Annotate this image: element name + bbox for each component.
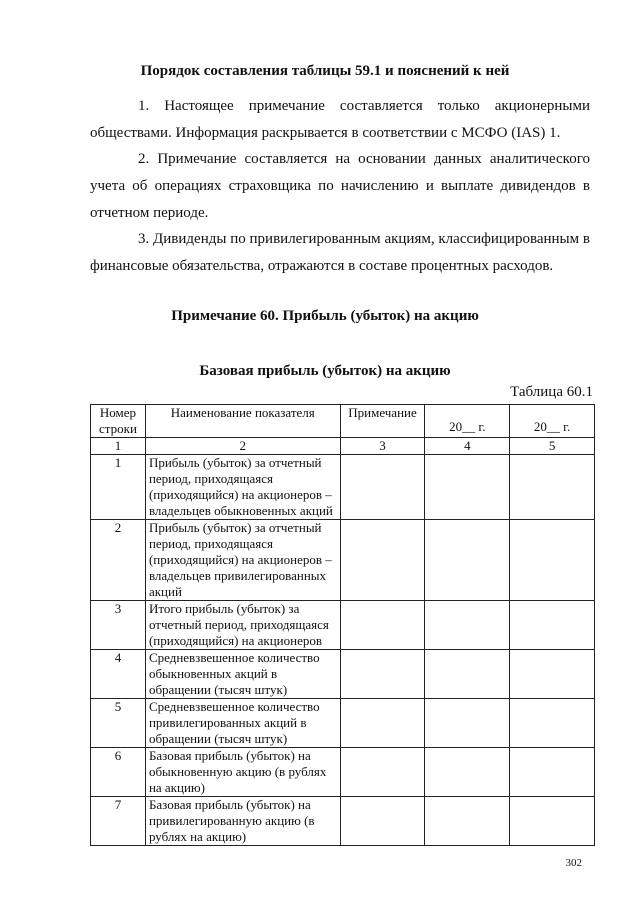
row-name: Средневзвешенное количество привилегированных акций в обращении (тысяч штук) — [145, 699, 340, 748]
row-year-1-cell — [425, 455, 510, 520]
table-row — [91, 699, 595, 748]
row-year-2-cell — [510, 699, 595, 748]
row-year-1-cell — [425, 699, 510, 748]
row-year-2-cell — [510, 520, 595, 601]
table-title: Базовая прибыль (убыток) на акцию — [199, 363, 451, 379]
column-numbers-row — [91, 438, 595, 455]
row-year-1-cell — [425, 601, 510, 650]
row-name: Базовая прибыль (убыток) на привилегированную акцию (в рублях на акцию) — [145, 797, 340, 846]
row-note-cell — [340, 520, 425, 601]
table-row — [91, 748, 595, 797]
row-note-cell — [340, 601, 425, 650]
header-year-1: 20__ г. — [425, 405, 510, 438]
column-number: 4 — [425, 438, 510, 455]
row-year-1-cell — [425, 650, 510, 699]
note-title: Примечание 60. Прибыль (убыток) на акцию — [171, 308, 479, 324]
row-number: 3 — [91, 601, 146, 650]
table-caption: Таблица 60.1 — [510, 384, 593, 400]
table-row — [91, 455, 595, 520]
row-name: Итого прибыль (убыток) за отчетный период, приходящаяся (приходящийся) на акционеров — [145, 601, 340, 650]
row-name: Базовая прибыль (убыток) на обыкновенную акцию (в рублях на акцию) — [145, 748, 340, 797]
row-name: Средневзвешенное количество обыкновенных акций в обращении (тысяч штук) — [145, 650, 340, 699]
header-note: Примечание — [340, 405, 425, 438]
header-row-number: Номер строки — [91, 405, 146, 438]
row-note-cell — [340, 699, 425, 748]
row-note-cell — [340, 650, 425, 699]
header-indicator-name: Наименование показателя — [145, 405, 340, 438]
table-row — [91, 797, 595, 846]
row-number: 7 — [91, 797, 146, 846]
row-year-1-cell — [425, 797, 510, 846]
row-number: 5 — [91, 699, 146, 748]
column-number: 5 — [510, 438, 595, 455]
row-note-cell — [340, 748, 425, 797]
row-name: Прибыль (убыток) за отчетный период, приходящаяся (приходящийся) на акционеров – владельцев обыкновенных акций — [145, 455, 340, 520]
row-note-cell — [340, 797, 425, 846]
table-header-row — [91, 405, 595, 438]
paragraph-3: 3. Дивиденды по привилегированным акциям, классифицированным в финансовые обязательства, отражаются в составе процентных расходов. — [90, 231, 590, 274]
row-year-2-cell — [510, 650, 595, 699]
section-heading: Порядок составления таблицы 59.1 и пояснений к ней — [140, 63, 510, 79]
row-number: 2 — [91, 520, 146, 601]
column-number: 3 — [340, 438, 425, 455]
row-year-2-cell — [510, 601, 595, 650]
row-number: 1 — [91, 455, 146, 520]
page-number: 302 — [565, 857, 582, 869]
row-number: 4 — [91, 650, 146, 699]
row-year-1-cell — [425, 748, 510, 797]
row-name: Прибыль (убыток) за отчетный период, приходящаяся (приходящийся) на акционеров – владельцев привилегированных акций — [145, 520, 340, 601]
row-year-2-cell — [510, 748, 595, 797]
row-note-cell — [340, 455, 425, 520]
row-number: 6 — [91, 748, 146, 797]
row-year-2-cell — [510, 797, 595, 846]
paragraph-1: 1. Настоящее примечание составляется только акционерными обществами. Информация раскрывается в соответствии с МСФО (IAS) 1. — [90, 98, 590, 141]
row-year-1-cell — [425, 520, 510, 601]
column-number: 2 — [145, 438, 340, 455]
table-row — [91, 650, 595, 699]
header-year-2: 20__ г. — [510, 405, 595, 438]
table-row — [91, 601, 595, 650]
row-year-2-cell — [510, 455, 595, 520]
eps-table — [90, 404, 595, 846]
column-number: 1 — [91, 438, 146, 455]
paragraph-2: 2. Примечание составляется на основании данных аналитического учета об операциях страховщика по начислению и выплате дивидендов в отчетном периоде. — [90, 151, 590, 221]
table-row — [91, 520, 595, 601]
